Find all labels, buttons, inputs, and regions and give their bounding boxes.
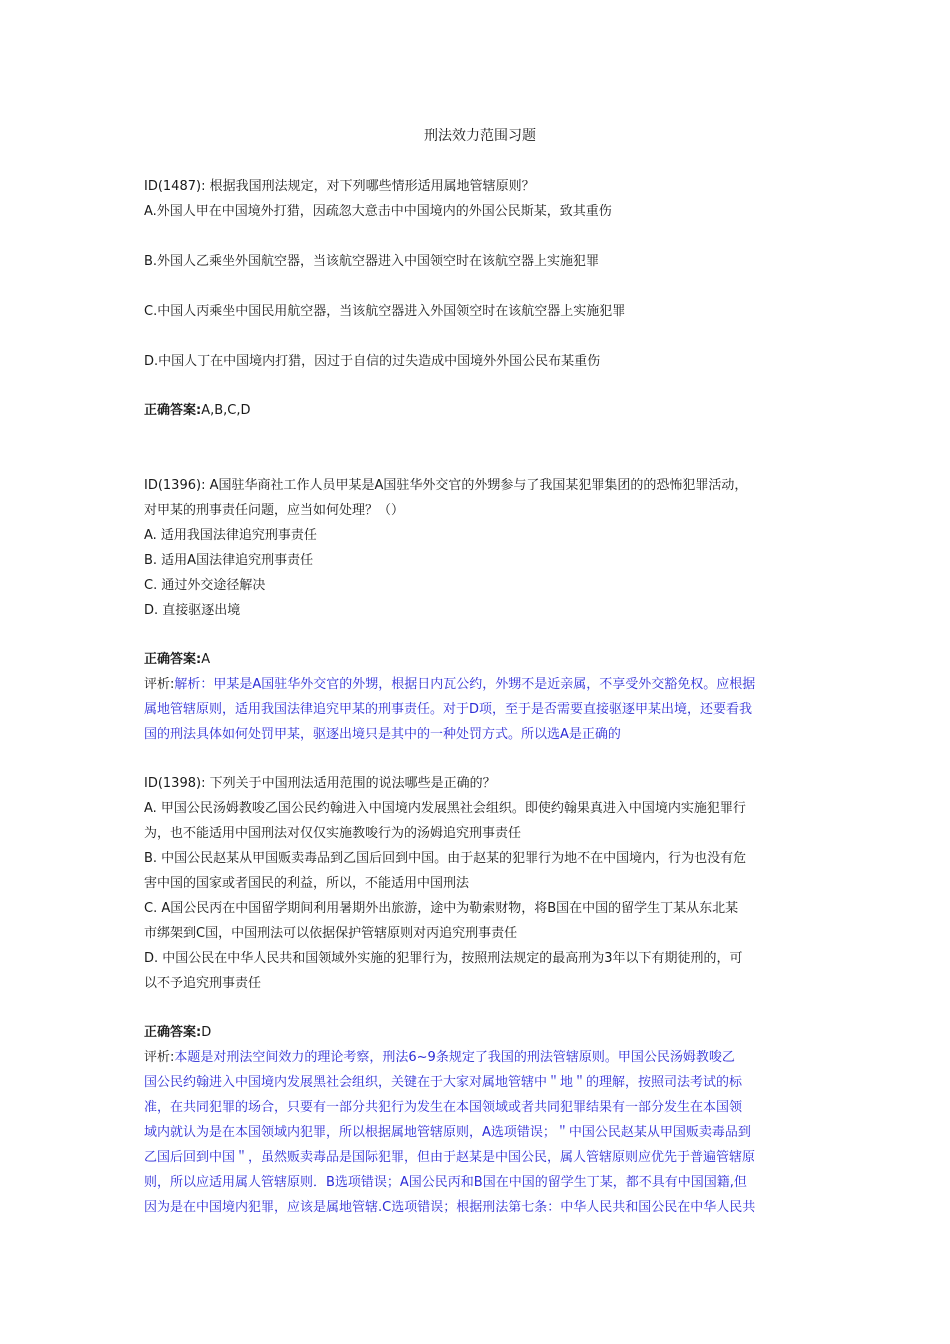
analysis-line-6: 则，所以应适用属人管辖原则．B选项错误；A国公民丙和B国在中国的留学生丁某，都不具有中国国籍,但 [144, 1175, 747, 1190]
option-d-line-1: D. 中国公民在中华人民共和国领域外实施的犯罪行为，按照刑法规定的最高刑为3年以下有期徒刑的，可 [144, 951, 743, 966]
question-stem: ID(1487): 根据我国刑法规定，对下列哪些情形适用属地管辖原则？ [144, 179, 535, 194]
question-1396 [144, 473, 816, 623]
analysis-line-3: 准，在共同犯罪的场合，只要有一部分共犯行为发生在本国领域或者共同犯罪结果有一部分发生在本国领 [144, 1100, 743, 1115]
analysis-line-1 [144, 1045, 816, 1070]
option-b-line-2: 害中国的国家或者国民的利益，所以，不能适用中国刑法 [144, 876, 470, 891]
question-1487-answer [144, 398, 816, 423]
answer-label: 正确答案: [144, 652, 202, 667]
answer-value: A,B,C,D [201, 403, 251, 418]
question-stem-line-2: 对甲某的刑事责任问题，应当如何处理？（） [144, 503, 405, 518]
question-1487-option-b-block [144, 249, 816, 274]
option-c: C. 通过外交途径解决 [144, 578, 266, 593]
answer-label: 正确答案: [144, 1025, 202, 1040]
option-a-line-2: 为，也不能适用中国刑法对仅仅实施教唆行为的汤姆追究刑事责任 [144, 826, 522, 841]
option-a-line-1: A. 甲国公民汤姆教唆乙国公民约翰进入中国境内发展黑社会组织。即使约翰果真进入中国境内实施犯罪行 [144, 801, 746, 816]
option-c-line-1: C. A国公民丙在中国留学期间利用暑期外出旅游，途中为勒索财物，将B国在中国的留学生丁某从东北某 [144, 901, 739, 916]
option-d-line-2: 以不予追究刑事责任 [144, 976, 262, 991]
answer-value: A [201, 652, 211, 667]
analysis-line-4: 域内就认为是在本国领域内犯罪，所以根据属地管辖原则，A选项错误；＂中国公民赵某从甲国贩卖毒品到 [144, 1125, 751, 1140]
analysis-line-7: 因为是在中国境内犯罪，应该是属地管辖.C选项错误；根据刑法第七条：中华人民共和国公民在中华人民共 [144, 1200, 756, 1215]
option-b: B. 适用A国法律追究刑事责任 [144, 553, 314, 568]
question-1487-option-c-block [144, 299, 816, 324]
analysis-label: 评析: [144, 677, 175, 692]
answer-value: D [201, 1025, 212, 1040]
analysis-line-2: 属地管辖原则，适用我国法律追究甲某的刑事责任。对于D项，至于是否需要直接驱逐甲某出境，还要看我 [144, 702, 753, 717]
option-a: A.外国人甲在中国境外打猎，因疏忽大意击中中国境内的外国公民斯某，致其重伤 [144, 204, 612, 219]
document-title: 刑法效力范围习题 [424, 128, 536, 144]
question-stem-line-1: ID(1396): A国驻华商社工作人员甲某是A国驻华外交官的外甥参与了我国某犯罪集团的的恐怖犯罪活动， [144, 478, 748, 493]
option-b: B.外国人乙乘坐外国航空器，当该航空器进入中国领空时在该航空器上实施犯罪 [144, 254, 600, 269]
option-d: D.中国人丁在中国境内打猎，因过于自信的过失造成中国境外外国公民布某重伤 [144, 354, 601, 369]
question-1396-answer [144, 647, 816, 747]
answer-label: 正确答案: [144, 403, 202, 418]
option-c-line-2: 市绑架到C国，中国刑法可以依据保护管辖原则对丙追究刑事责任 [144, 926, 518, 941]
option-d: D. 直接驱逐出境 [144, 603, 241, 618]
analysis-line-1 [144, 672, 816, 697]
question-1487 [144, 174, 816, 224]
analysis-line-2: 国公民约翰进入中国境内发展黑社会组织，关键在于大家对属地管辖中＂地＂的理解，按照司法考试的标 [144, 1075, 743, 1090]
option-b-line-1: B. 中国公民赵某从甲国贩卖毒品到乙国后回到中国。由于赵某的犯罪行为地不在中国境内，行为也没有危 [144, 851, 747, 866]
analysis-line-5: 乙国后回到中国＂，虽然贩卖毒品是国际犯罪，但由于赵某是中国公民，属人管辖原则应优先于普遍管辖原 [144, 1150, 756, 1165]
option-a: A. 适用我国法律追究刑事责任 [144, 528, 317, 543]
analysis-text-1: 解析：甲某是A国驻华外交官的外甥，根据日内瓦公约，外甥不是近亲属，不享受外交豁免权。应根据 [174, 677, 756, 692]
analysis-label: 评析: [144, 1050, 175, 1065]
question-stem: ID(1398): 下列关于中国刑法适用范围的说法哪些是正确的？ [144, 776, 496, 791]
analysis-line-3: 国的刑法具体如何处罚甲某，驱逐出境只是其中的一种处罚方式。所以选A是正确的 [144, 727, 621, 742]
analysis-text-1: 本题是对刑法空间效力的理论考察，刑法6~9条规定了我国的刑法管辖原则。甲国公民汤姆教唆乙 [174, 1050, 735, 1065]
question-1487-option-d-block [144, 349, 816, 374]
question-1398-answer [144, 1020, 816, 1220]
option-c: C.中国人丙乘坐中国民用航空器，当该航空器进入外国领空时在该航空器上实施犯罪 [144, 304, 626, 319]
question-1398 [144, 771, 816, 996]
